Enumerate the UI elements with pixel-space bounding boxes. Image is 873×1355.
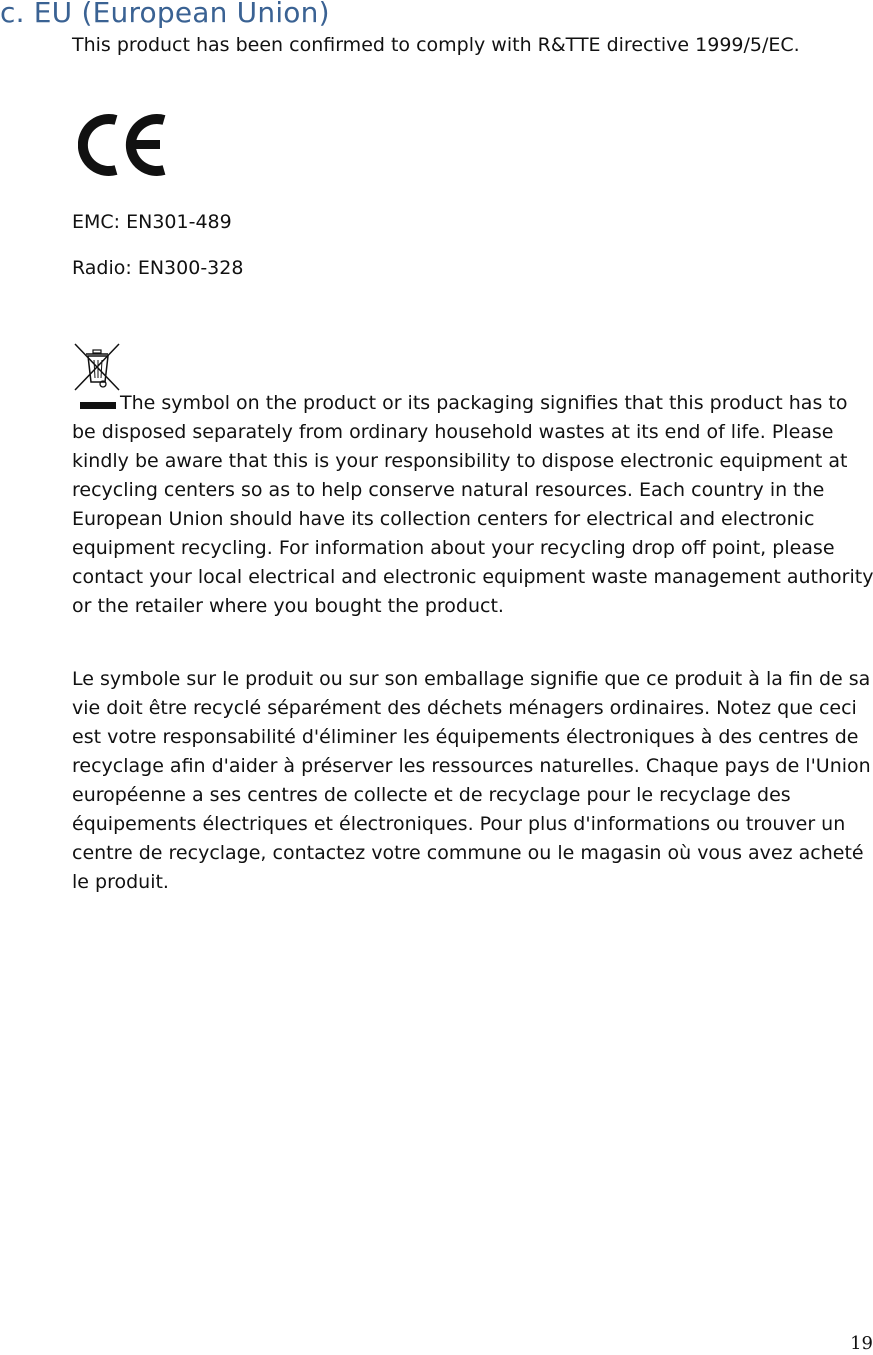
weee-disposal-notice-en: The symbol on the product or its packaging signifies that this product has to be disposed separately from ordinary household wastes at its end of life. Please kindly be aware that this is your responsibility to dispose electronic equipment at recycling centers so as to help conserve natural resources. Each country in the European Union should have its collection centers for electrical and electronic equipment recycling. For information about your recycling drop off point, please contact your local electrical and electronic equipment waste management authority or the retailer where you bought the product.	[72, 392, 873, 617]
page-number: 19	[850, 1333, 873, 1354]
emc-standard: EMC: EN301-489	[72, 211, 232, 233]
radio-standard: Radio: EN300-328	[72, 257, 244, 279]
weee-disposal-notice-fr: Le symbole sur le produit ou sur son emballage signifie que ce produit à la fin de sa vie doit être recyclé séparément des déchets ménagers ordinaires. Notez que ceci est votre responsabilité d'éliminer les équipements électroniques à des centres de recyclage afin d'aider à préserver les ressources naturelles. Chaque pays de l'Union européenne a ses centres de collecte et de recyclage pour le recyclage des équipements électriques et électroniques. Pour plus d'informations ou trouver un centre de recyclage, contactez votre commune ou le magasin où vous avez acheté le produit.	[72, 668, 871, 893]
ce-mark-icon	[78, 110, 170, 180]
compliance-statement: This product has been confirmed to comply with R&TTE directive 1999/5/EC.	[72, 34, 800, 56]
section-heading: c. EU (European Union)	[0, 0, 330, 29]
